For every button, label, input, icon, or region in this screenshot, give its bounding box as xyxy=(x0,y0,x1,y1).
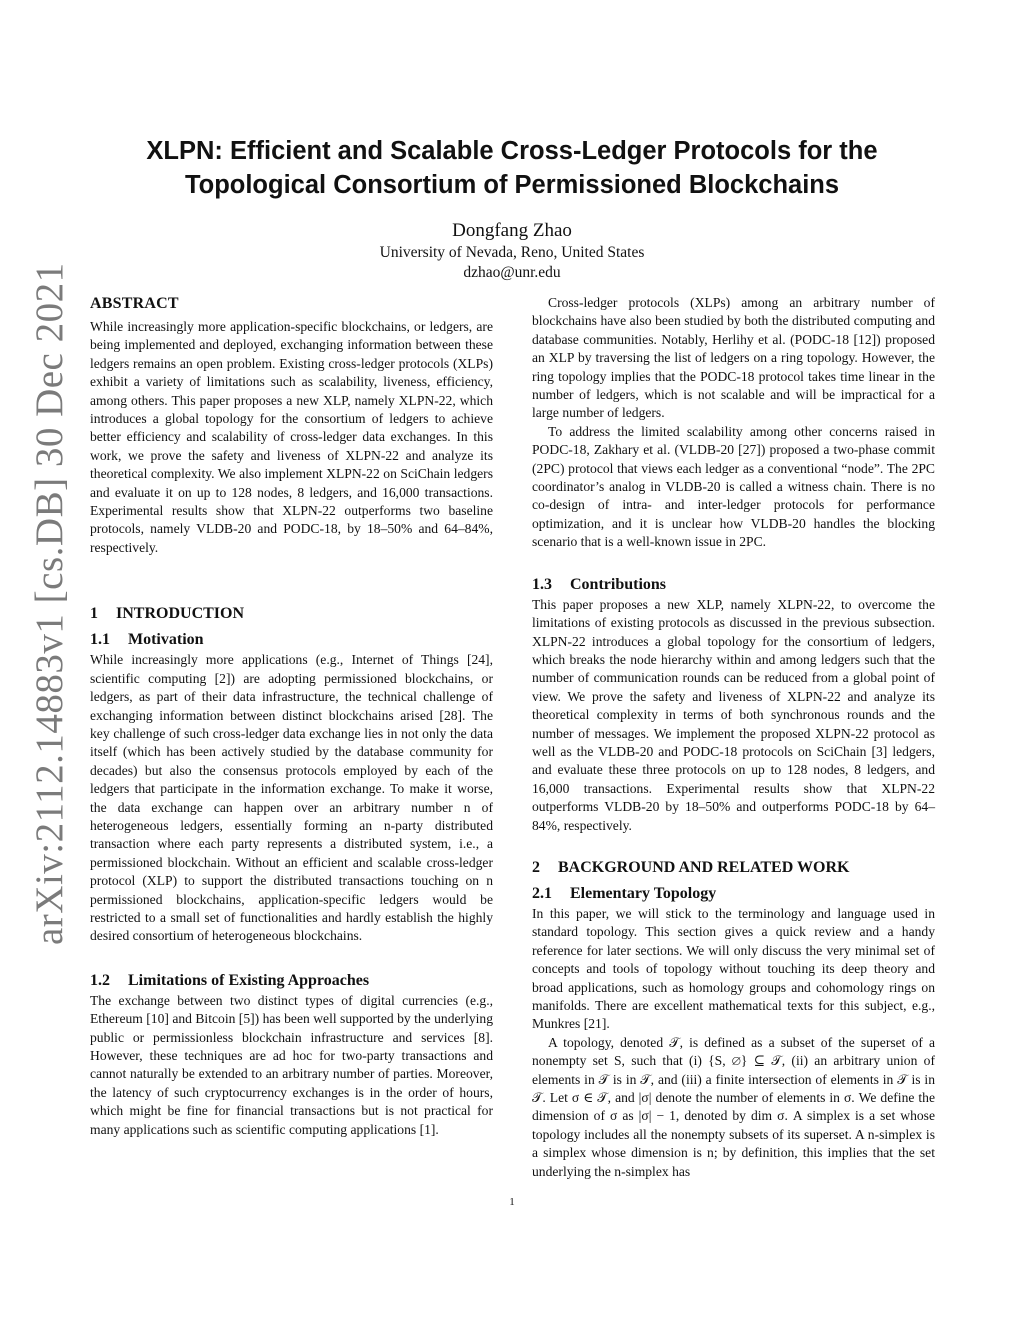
author-email: dzhao@unr.edu xyxy=(463,264,561,281)
section-1-heading xyxy=(90,603,493,625)
section-2-heading xyxy=(532,857,935,879)
contributions-paragraph: This paper proposes a new XLP, namely XLPN-22, to overcome the limitations of existing protocols as discussed in the previous subsection. XLPN-22 introduces a global topology for the consortium of ledgers, which breaks the node hierarchy within and among ledgers such that the number of communication rounds can be reduced from a global point of view. We prove the safety and liveness of XLPN-22 and analyze its theoretical complexity in terms of both synchronous rounds and the number of messages. We implement the proposed XLPN-22 protocol as well as the VLDB-20 and PODC-18 protocols on SciChain [3] ledgers, and evaluate these three protocols on up to 128 nodes, 8 ledgers, and 16,000 transactions. Experimental results show that XLPN-22 outperforms VLDB-20 by 18–50% and outperforms PODC-18 by 64–84%, respectively. xyxy=(532,596,935,833)
subsection-1-3-title: Contributions xyxy=(570,575,667,593)
author-affiliation: University of Nevada, Reno, United States xyxy=(379,244,645,261)
subsection-1-2-number: 1.2 xyxy=(90,971,110,989)
subsection-2-1-number: 2.1 xyxy=(532,884,552,902)
subsection-1-2-heading xyxy=(90,970,493,992)
subsection-1-1-number: 1.1 xyxy=(90,631,110,649)
topology-paragraph-1: In this paper, we will stick to the terminology and language used in standard topology. This section gives a quick review and a handy reference for later sections. We will only discuss the very minimal set of concepts and tools of topology without touching its deep theory and broad applications, such as homology groups and cohomology rings on manifolds. There are excellent mathematical texts for this subject, e.g., Munkres [21]. xyxy=(532,905,935,1032)
section-2-title: BACKGROUND AND RELATED WORK xyxy=(558,858,850,876)
subsection-1-3-number: 1.3 xyxy=(532,575,552,593)
abstract-text: While increasingly more application-specific blockchains, or ledgers, are being implemented and deployed, exchanging information between these ledgers remains an open problem. Existing cross-ledger protocols (XLPs) exhibit a variety of limitations such as scalability, liveness, efficiency, among others. This paper proposes a new XLP, namely XLPN-22, which introduces a global topology for the consortium of ledgers to achieve better efficiency and scalability of cross-ledger data exchanges. In this work, we prove the safety and liveness of XLPN-22 and analyze its theoretical complexity. We also implement XLPN-22 on SciChain ledgers and evaluate it on up to 128 nodes, 8 ledgers, and 16,000 transactions. Experimental results show that XLPN-22 outperforms two baseline protocols, namely VLDB-20 and PODC-18, by 18–50% and 64–84%, respectively. xyxy=(90,319,493,555)
section-1-number: 1 xyxy=(90,605,98,623)
left-column xyxy=(90,294,493,1139)
paper-title-line-1: XLPN: Efficient and Scalable Cross-Ledger Protocols for the xyxy=(146,137,878,165)
subsection-1-1-heading xyxy=(90,629,493,651)
subsection-2-1-heading xyxy=(532,883,935,905)
section-1-title: INTRODUCTION xyxy=(116,605,245,623)
limitations-paragraph-1: The exchange between two distinct types of digital currencies (e.g., Ethereum [10] and Bitcoin [5]) has been well supported by the underlying public or permissionless blockchain infrastructure and services [8]. However, these techniques are ad hoc for two-party transactions and cannot naturally be extended to an arbitrary number of parties. Moreover, the latency of such cryptocurrency exchanges is in the order of hours, which might be fine for financial transactions but is not practical for many applications such as scientific computing applications [1]. xyxy=(90,992,493,1137)
paper-title-line-2: Topological Consortium of Permissioned Blockchains xyxy=(184,171,840,199)
motivation-paragraph: While increasingly more applications (e.g., Internet of Things [24], scientific computing [2]) are adopting permissioned blockchains, or ledgers, as part of their data infrastructure, the technical challenge of exchanging information between distinct blockchains arised [28]. The key challenge of such cross-ledger data exchange lies in not only the data itself (which has been actively studied by the database community for decades) but also the consensus protocols employed by each of the ledgers that participate in the information exchange. To make it worse, the data exchange can happen over an arbitrary number n of heterogeneous ledgers, essentially forming an n-party distributed transaction where each party represents a distributed system, i.e., a permissioned blockchain. Without an efficient and scalable cross-ledger protocol (XLP) to support the distributed transactions touching on n permissioned blockchains, application-specific ledgers would be restricted to a small set of functionalities and hardly establish the highly desired consortium of heterogeneous blockchains. xyxy=(90,652,493,944)
topology-paragraph-2: A topology, denoted 𝒯, is defined as a subset of the superset of a nonempty set S, such that (i) {S, ∅} ⊆ 𝒯, (ii) an arbitrary union of elements in 𝒯 is in 𝒯, and (iii) a finite intersection of elements in 𝒯 is in 𝒯. Let σ ∈ 𝒯, and |σ| denote the number of elements in σ. We define the dimension of σ as |σ| − 1, denoted by dim σ. A simplex is a set whose topology includes all the nonempty subsets of its superset. A n-simplex is a simplex whose dimension is n; by definition, this implies that the set underlying the n-simplex has xyxy=(532,1034,935,1179)
subsection-2-1-title: Elementary Topology xyxy=(570,884,717,902)
abstract-heading: ABSTRACT xyxy=(90,295,179,312)
page-number: 1 xyxy=(509,1196,515,1208)
limitations-paragraph-3: To address the limited scalability among other concerns raised in PODC-18, Zakhary et al. (VLDB-20 [27]) proposed a two-phase commit (2PC) protocol that views each ledger as a conventional “node”. The 2PC coordinator’s analog in VLDB-20 is called a witness chain. There is no co-design of intra- and inter-ledger protocols for performance optimization, and it is unclear how VLDB-20 handles the blocking scenario that is a well-known issue in 2PC. xyxy=(532,423,935,550)
subsection-1-1-title: Motivation xyxy=(128,631,204,649)
subsection-1-2-title: Limitations of Existing Approaches xyxy=(128,971,370,989)
right-column xyxy=(532,294,935,1181)
paper-title xyxy=(90,134,934,202)
limitations-paragraph-2: Cross-ledger protocols (XLPs) among an arbitrary number of blockchains have also been studied by both the distributed computing and database communities. Notably, Herlihy et al. (PODC-18 [12]) proposed an XLP by traversing the list of ledgers on a ring topology. However, the ring topology implies that the PODC-18 protocol takes time linear in the number of ledgers, which is not scalable and will be impractical for a large number of ledgers. xyxy=(532,295,935,421)
section-2-number: 2 xyxy=(532,858,540,876)
author-name: Dongfang Zhao xyxy=(452,220,572,241)
subsection-1-3-heading xyxy=(532,574,935,596)
arxiv-identifier-stamp: arXiv:2112.14883v1 [cs.DB] 30 Dec 2021 xyxy=(28,262,71,945)
